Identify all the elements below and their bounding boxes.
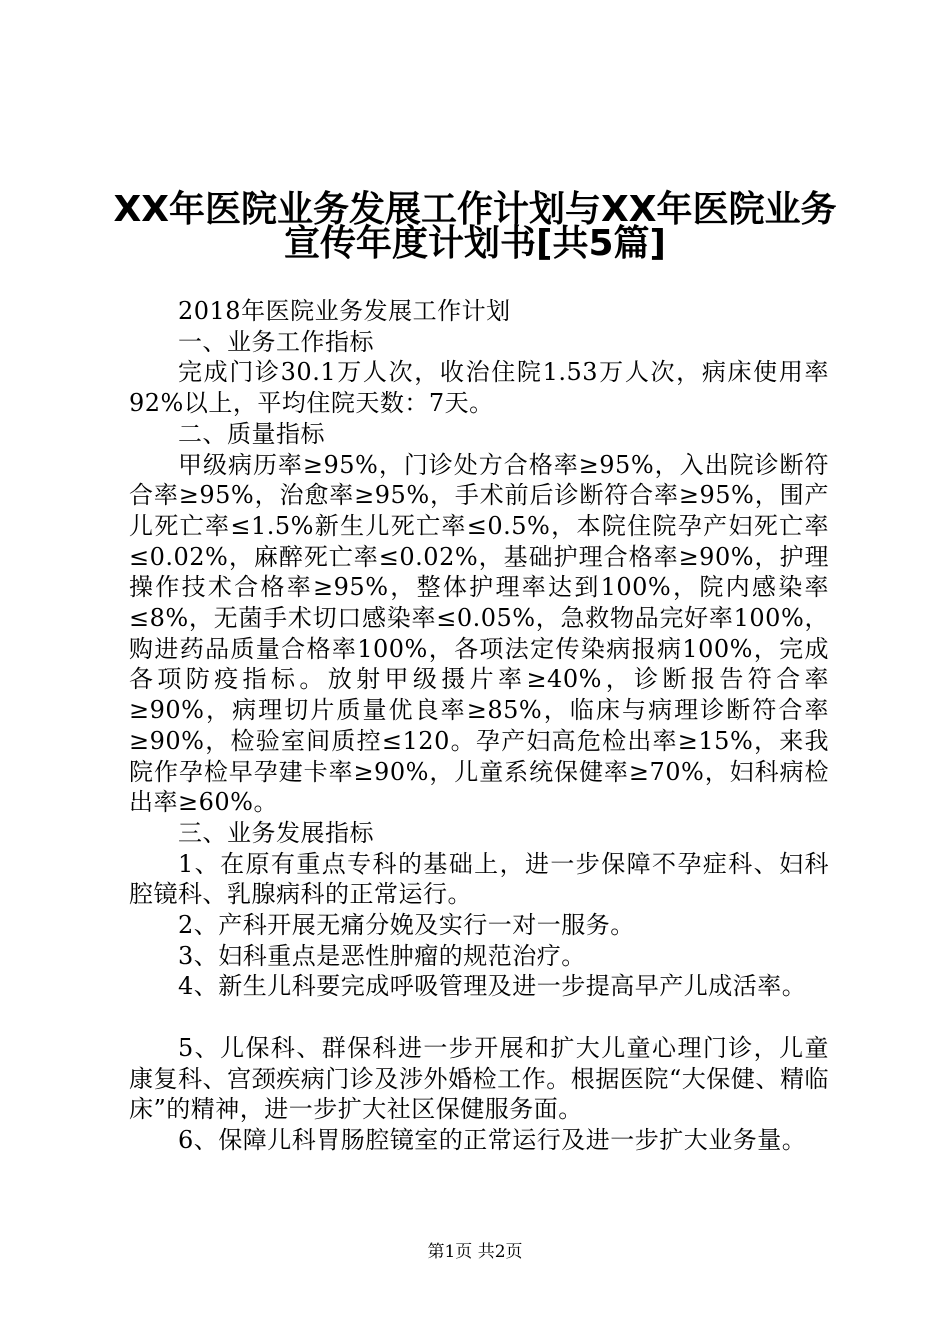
section-subtitle: 2018年医院业务发展工作计划 [178, 297, 511, 325]
section-heading-business-indicators: 一、业务工作指标 [178, 327, 374, 356]
blank-line [129, 1002, 829, 1033]
list-item-6: 6、保障儿科胃肠腔镜室的正常运行及进一步扩大业务量。 [178, 1125, 807, 1154]
document-title-line-1: XX年医院业务发展工作计划与XX年医院业务 [113, 189, 837, 230]
list-item-3: 3、妇科重点是恶性肿瘤的规范治疗。 [178, 941, 586, 970]
list-item-4: 4、新生儿科要完成呼吸管理及进一步提高早产儿成活率。 [178, 972, 807, 1001]
document-body [129, 296, 829, 1156]
list-item-1: 1、在原有重点专科的基础上，进一步保障不孕症科、妇科腔镜科、乳腺病科的正常运行。 [129, 849, 829, 909]
document-title-line-2: 宣传年度计划书[共5篇] [284, 223, 666, 264]
section-heading-quality-indicators: 二、质量指标 [178, 419, 325, 448]
list-item-5: 5、儿保科、群保科进一步开展和扩大儿童心理门诊，儿童康复科、宫颈疾病门诊及涉外婚检工作。根据医院“大保健、精临床”的精神，进一步扩大社区保健服务面。 [129, 1033, 829, 1124]
paragraph-business-indicators: 完成门诊30.1万人次，收治住院1.53万人次，病床使用率92%以上，平均住院天数：7天。 [129, 358, 829, 418]
page-footer: 第1页 共2页 [427, 1242, 523, 1262]
list-item-2: 2、产科开展无痛分娩及实行一对一服务。 [178, 911, 635, 940]
section-heading-development-indicators: 三、业务发展指标 [178, 818, 374, 847]
paragraph-quality-indicators: 甲级病历率≥95%，门诊处方合格率≥95%，入出院诊断符合率≥95%，治愈率≥95%，手术前后诊断符合率≥95%，围产儿死亡率≤1.5%新生儿死亡率≤0.5%，本院住院孕产妇死亡率≤0.02%，麻醉死亡率≤0.02%，基础护理合格率≥90%，护理操作技术合格率≥95%，整体护理率达到100%，院内感染率≤8%，无菌手术切口感染率≤0.05%，急救物品完好率100%，购进药品质量合格率100%，各项法定传染病报病100%，完成各项防疫指标。放射甲级摄片率≥40%，诊断报告符合率≥90%，病理切片质量优良率≥85%，临床与病理诊断符合率≥90%，检验室间质控≤120。孕产妇高危检出率≥15%，来我院作孕检早孕建卡率≥90%，儿童系统保健率≥70%，妇科病检出率≥60%。 [129, 450, 829, 817]
